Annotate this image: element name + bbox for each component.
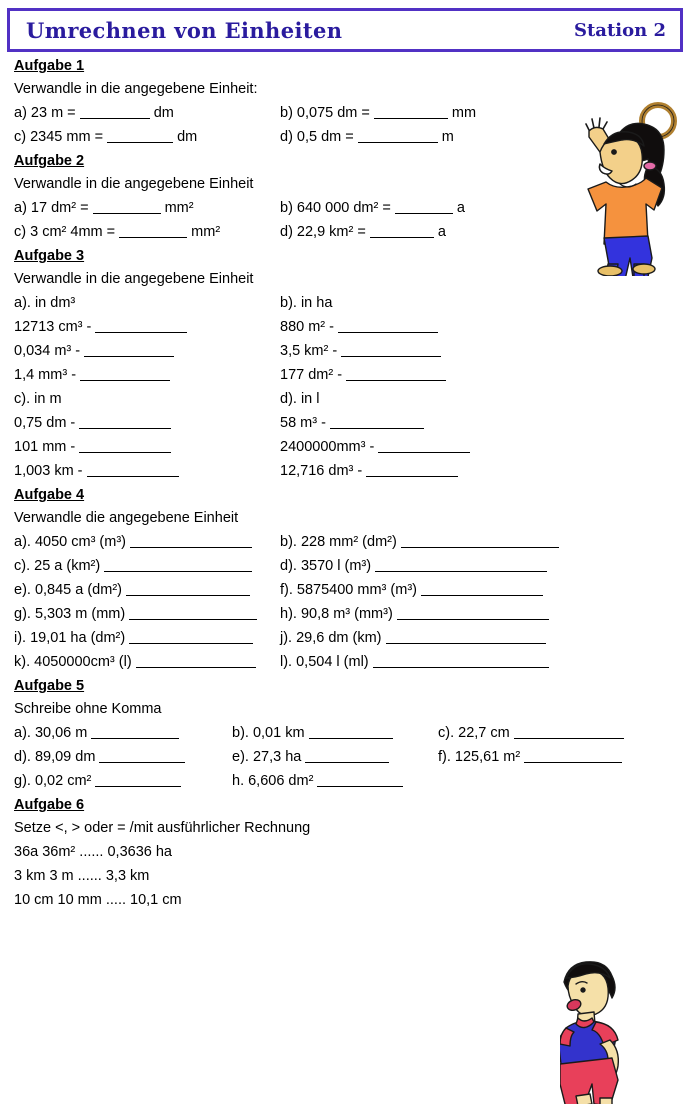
task-2-row-2 <box>14 224 696 241</box>
task-5-item-b-text: b). 0,01 km <box>232 725 309 741</box>
task-4-row-2 <box>14 558 696 575</box>
answer-blank[interactable] <box>129 631 253 644</box>
task-6-comparison-3[interactable]: 10 cm 10 mm ..... 10,1 cm <box>14 892 182 908</box>
answer-blank[interactable] <box>378 440 470 453</box>
task-3-c-item-3 <box>14 463 280 480</box>
task-4-row-3 <box>14 582 696 599</box>
answer-blank[interactable] <box>79 440 171 453</box>
task-5-item-a-text: a). 30,06 m <box>14 725 92 741</box>
task-1-item-b-unit: mm <box>447 105 477 121</box>
worksheet-body <box>0 58 696 916</box>
answer-blank[interactable] <box>330 416 424 429</box>
answer-blank[interactable] <box>395 201 453 214</box>
task-5-item-b <box>232 725 438 742</box>
answer-blank[interactable] <box>107 130 173 143</box>
task-4-item-a-text: a). 4050 cm³ (m³) <box>14 534 131 550</box>
task-4-item-d-text: d). 3570 l (m³) <box>280 558 376 574</box>
task-2-instruction: Verwandle in die angegebene Einheit <box>14 176 254 192</box>
task-3-c-item-2-text: 101 mm - <box>14 439 80 455</box>
answer-blank[interactable] <box>129 607 257 620</box>
task-4-item-e <box>14 582 280 599</box>
task-2-item-c-text: c) 3 cm² 4mm = <box>14 224 120 240</box>
task-3-group-1-row-2 <box>14 343 696 360</box>
task-4-item-k <box>14 654 280 671</box>
answer-blank[interactable] <box>524 750 622 763</box>
task-1-heading: Aufgabe 1 <box>14 58 85 74</box>
task-3-d-item-3-text: 12,716 dm³ - <box>280 463 367 479</box>
task-5-item-d <box>14 749 232 766</box>
task-5-heading: Aufgabe 5 <box>14 678 85 694</box>
task-4-item-e-text: e). 0,845 a (dm²) <box>14 582 127 598</box>
task-3-b-item-3-text: 177 dm² - <box>280 367 347 383</box>
task-4-item-d <box>280 558 696 575</box>
task-1-instruction: Verwandle in die angegebene Einheit: <box>14 81 258 97</box>
task-3-label-c: c). in m <box>14 391 62 407</box>
answer-blank[interactable] <box>401 535 559 548</box>
task-3-b-item-2 <box>280 343 696 360</box>
answer-blank[interactable] <box>93 201 161 214</box>
task-3-a-item-2-text: 0,034 m³ - <box>14 343 85 359</box>
task-4 <box>0 487 696 671</box>
task-4-instruction: Verwandle die angegebene Einheit <box>14 510 239 526</box>
task-5-item-e-text: e). 27,3 ha <box>232 749 306 765</box>
task-5-row-2 <box>14 749 696 766</box>
task-4-item-l <box>280 654 696 671</box>
task-3-label-d: d). in l <box>280 391 320 407</box>
task-3-group-1-labels <box>14 295 696 312</box>
task-3-b-item-3 <box>280 367 696 384</box>
task-5-item-h <box>232 773 438 790</box>
task-2-row-1 <box>14 200 696 217</box>
task-3-c-item-3-text: 1,003 km - <box>14 463 87 479</box>
task-1-item-d-unit: m <box>437 129 454 145</box>
task-1-item-d <box>280 129 696 146</box>
task-3-label-b: b). in ha <box>280 295 333 311</box>
task-3-group-1-row-1 <box>14 319 696 336</box>
task-6-instruction: Setze <, > oder = /mit ausführlicher Rechnung <box>14 820 311 836</box>
task-3-d-item-1-text: 58 m³ - <box>280 415 330 431</box>
task-4-item-g-text: g). 5,303 m (mm) <box>14 606 130 622</box>
task-2-heading: Aufgabe 2 <box>14 153 85 169</box>
task-3-heading: Aufgabe 3 <box>14 248 85 264</box>
task-2-item-a <box>14 200 280 217</box>
answer-blank[interactable] <box>373 655 549 668</box>
task-5-item-h-text: h. 6,606 dm² <box>232 773 318 789</box>
task-3 <box>0 248 696 480</box>
task-1-item-b <box>280 105 696 122</box>
answer-blank[interactable] <box>95 320 187 333</box>
task-4-item-c <box>14 558 280 575</box>
task-5-item-a <box>14 725 232 742</box>
task-3-c-item-1 <box>14 415 280 432</box>
answer-blank[interactable] <box>370 225 434 238</box>
task-2-item-c <box>14 224 280 241</box>
task-5-row-1 <box>14 725 696 742</box>
task-5-item-f <box>438 749 696 766</box>
task-1-item-a-unit: dm <box>149 105 174 121</box>
task-3-a-item-3-text: 1,4 mm³ - <box>14 367 81 383</box>
answer-blank[interactable] <box>421 583 543 596</box>
answer-blank[interactable] <box>358 130 438 143</box>
answer-blank[interactable] <box>375 559 547 572</box>
task-3-b-item-1 <box>280 319 696 336</box>
task-3-c-item-2 <box>14 439 280 456</box>
task-3-d-item-2-text: 2400000mm³ - <box>280 439 379 455</box>
task-1-item-c-text: c) 2345 mm = <box>14 129 108 145</box>
task-3-label-a: a). in dm³ <box>14 295 76 311</box>
task-4-row-5 <box>14 630 696 647</box>
task-2-item-d-unit: a <box>433 224 446 240</box>
task-2-item-d <box>280 224 696 241</box>
page-title: Umrechnen von Einheiten <box>26 17 343 43</box>
answer-blank[interactable] <box>95 774 181 787</box>
task-1-item-d-text: d) 0,5 dm = <box>280 129 358 145</box>
answer-blank[interactable] <box>91 726 179 739</box>
task-2 <box>0 153 696 241</box>
task-4-item-h-text: h). 90,8 m³ (mm³) <box>280 606 397 622</box>
task-3-group-1-row-3 <box>14 367 696 384</box>
task-3-a-item-1-text: 12713 cm³ - <box>14 319 96 335</box>
task-1-item-a-text: a) 23 m = <box>14 105 80 121</box>
task-2-item-a-text: a) 17 dm² = <box>14 200 93 216</box>
task-2-item-a-unit: mm² <box>160 200 194 216</box>
task-3-b-item-1-text: 880 m² - <box>280 319 339 335</box>
task-1-item-c <box>14 129 280 146</box>
task-3-instruction: Verwandle in die angegebene Einheit <box>14 271 254 287</box>
station-label: Station 2 <box>573 19 666 41</box>
task-5-item-f-text: f). 125,61 m² <box>438 749 525 765</box>
answer-blank[interactable] <box>104 559 252 572</box>
task-3-a-item-2 <box>14 343 280 360</box>
task-3-c-item-1-text: 0,75 dm - <box>14 415 80 431</box>
answer-blank[interactable] <box>305 750 389 763</box>
task-1 <box>0 58 696 146</box>
answer-blank[interactable] <box>80 368 170 381</box>
task-5 <box>0 678 696 790</box>
task-4-item-c-text: c). 25 a (km²) <box>14 558 105 574</box>
task-1-item-a <box>14 105 280 122</box>
task-6-comparison-1[interactable]: 36a 36m² ...... 0,3636 ha <box>14 844 172 860</box>
answer-blank[interactable] <box>79 416 171 429</box>
boy-clipart <box>560 954 696 1104</box>
answer-blank[interactable] <box>366 464 458 477</box>
task-6 <box>0 797 696 909</box>
task-4-item-l-text: l). 0,504 l (ml) <box>280 654 373 670</box>
answer-blank[interactable] <box>99 750 185 763</box>
task-4-row-1 <box>14 534 696 551</box>
task-5-item-c-text: c). 22,7 cm <box>438 725 514 741</box>
answer-blank[interactable] <box>80 106 150 119</box>
task-4-item-f <box>280 582 696 599</box>
task-5-row-3 <box>14 773 696 790</box>
task-2-item-b-unit: a <box>452 200 465 216</box>
task-4-item-j <box>280 630 696 647</box>
task-3-d-item-3 <box>280 463 696 480</box>
answer-blank[interactable] <box>317 774 403 787</box>
task-4-item-i <box>14 630 280 647</box>
answer-blank[interactable] <box>338 320 438 333</box>
task-1-item-b-text: b) 0,075 dm = <box>280 105 374 121</box>
task-4-row-4 <box>14 606 696 623</box>
task-5-item-e <box>232 749 438 766</box>
task-1-row-2 <box>14 129 696 146</box>
task-1-row-1 <box>14 105 696 122</box>
task-4-item-f-text: f). 5875400 mm³ (m³) <box>280 582 421 598</box>
task-4-item-b-text: b). 228 mm² (dm²) <box>280 534 401 550</box>
answer-blank[interactable] <box>514 726 624 739</box>
task-4-item-h <box>280 606 696 623</box>
task-4-row-6 <box>14 654 696 671</box>
task-3-d-item-1 <box>280 415 696 432</box>
answer-blank[interactable] <box>386 631 546 644</box>
answer-blank[interactable] <box>84 344 174 357</box>
answer-blank[interactable] <box>130 535 252 548</box>
task-5-item-c <box>438 725 696 742</box>
task-3-group-2-row-1 <box>14 415 696 432</box>
task-4-heading: Aufgabe 4 <box>14 487 85 503</box>
answer-blank[interactable] <box>87 464 179 477</box>
task-3-group-2-labels <box>14 391 696 408</box>
answer-blank[interactable] <box>309 726 393 739</box>
answer-blank[interactable] <box>374 106 448 119</box>
task-4-item-k-text: k). 4050000cm³ (l) <box>14 654 136 670</box>
task-2-item-b-text: b) 640 000 dm² = <box>280 200 395 216</box>
task-2-item-d-text: d) 22,9 km² = <box>280 224 370 240</box>
task-3-group-2-row-3 <box>14 463 696 480</box>
task-5-item-g-text: g). 0,02 cm² <box>14 773 96 789</box>
task-2-item-b <box>280 200 696 217</box>
task-2-item-c-unit: mm² <box>187 224 221 240</box>
answer-blank[interactable] <box>341 344 441 357</box>
answer-blank[interactable] <box>126 583 250 596</box>
task-3-b-item-2-text: 3,5 km² - <box>280 343 342 359</box>
answer-blank[interactable] <box>119 225 187 238</box>
task-6-heading: Aufgabe 6 <box>14 797 85 813</box>
task-4-item-i-text: i). 19,01 ha (dm²) <box>14 630 130 646</box>
task-1-item-c-unit: dm <box>173 129 198 145</box>
worksheet-header <box>7 8 683 52</box>
answer-blank[interactable] <box>136 655 256 668</box>
task-3-a-item-3 <box>14 367 280 384</box>
task-5-item-d-text: d). 89,09 dm <box>14 749 100 765</box>
answer-blank[interactable] <box>346 368 446 381</box>
answer-blank[interactable] <box>397 607 549 620</box>
task-3-a-item-1 <box>14 319 280 336</box>
task-3-group-2-row-2 <box>14 439 696 456</box>
task-4-item-a <box>14 534 280 551</box>
task-5-instruction: Schreibe ohne Komma <box>14 701 162 717</box>
task-5-item-g <box>14 773 232 790</box>
task-6-comparison-2[interactable]: 3 km 3 m ...... 3,3 km <box>14 868 150 884</box>
task-4-item-g <box>14 606 280 623</box>
task-3-d-item-2 <box>280 439 696 456</box>
task-4-item-j-text: j). 29,6 dm (km) <box>280 630 386 646</box>
task-5-row-3-spacer <box>438 773 696 790</box>
task-4-item-b <box>280 534 696 551</box>
